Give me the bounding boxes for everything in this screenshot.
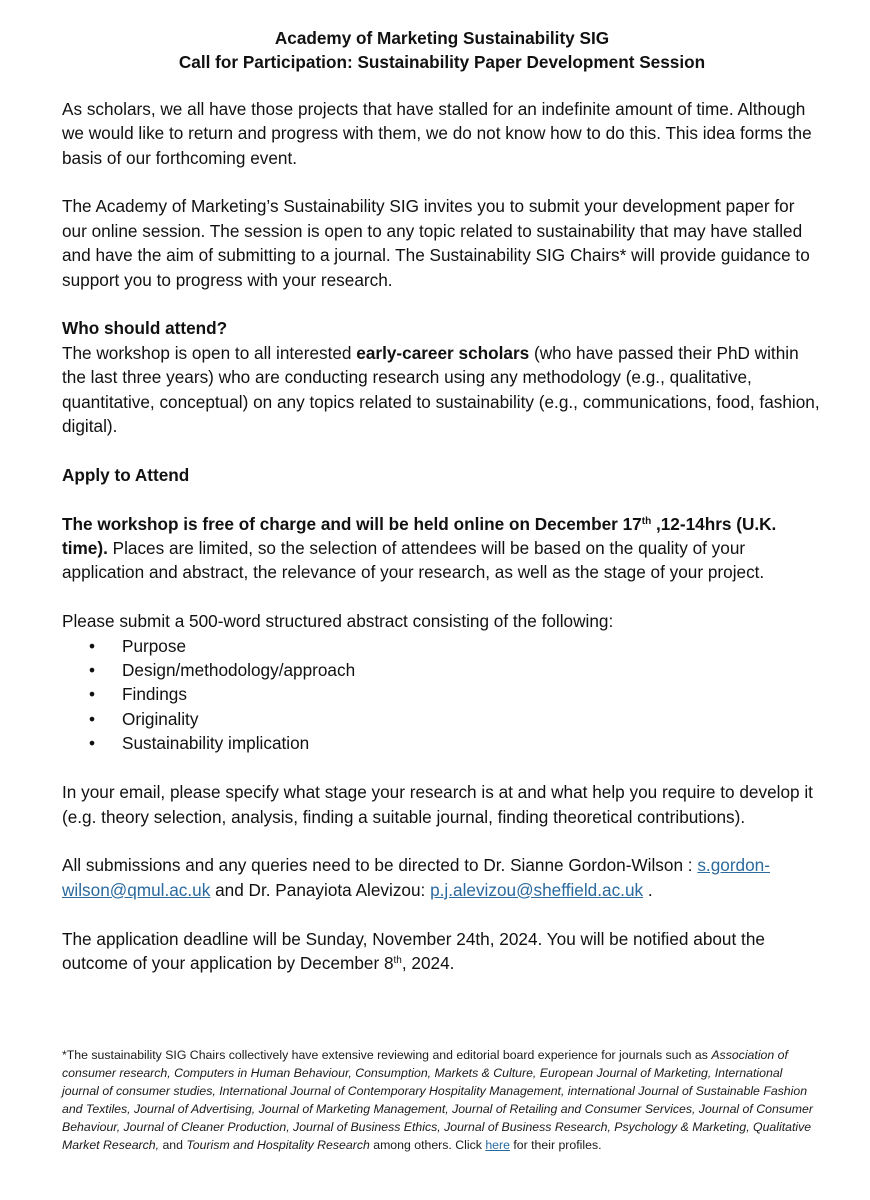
who-paragraph — [62, 341, 822, 439]
intro-paragraph-1: As scholars, we all have those projects that have stalled for an indefinite amount of time. Although we would like to return and progress with them, we do not know how to do this. This idea forms the basis of our forthcoming event. — [62, 98, 812, 168]
abstract-intro: Please submit a 500-word structured abstract consisting of the following: — [62, 611, 614, 632]
doc-title-line2: Call for Participation: Sustainability Paper Development Session — [178, 52, 706, 73]
deadline-text-2: , 2024. — [401, 952, 455, 973]
abstract-list — [62, 634, 822, 756]
profiles-link[interactable]: here — [485, 1138, 510, 1152]
footnote-text-1: *The sustainability SIG Chairs collectively have extensive reviewing and editorial board experience for journals such as — [62, 1048, 712, 1062]
who-heading: Who should attend? — [62, 318, 228, 339]
footnote-text-2: and — [159, 1138, 187, 1152]
doc-title-line1: Academy of Marketing Sustainability SIG — [274, 28, 610, 48]
email-paragraph: In your email, please specify what stage your research is at and what help you require to develop it (e.g. theory selection, analysis, finding a suitable journal, finding theoretical contributions). — [62, 782, 813, 827]
footnote-text-4: for their profiles. — [509, 1138, 602, 1152]
apply-bold-1: The workshop is free of charge and will be held online on December 17 — [62, 513, 642, 534]
contacts-text-2: and Dr. Panayiota Alevizou: — [210, 879, 431, 900]
contacts-text-3: . — [643, 879, 653, 900]
apply-bold-sup: th — [641, 515, 652, 527]
footnote-journal-last: Tourism and Hospitality Research — [186, 1138, 370, 1152]
contacts-paragraph — [62, 853, 822, 902]
who-text-before: The workshop is open to all interested — [62, 342, 357, 363]
abstract-list-item: • Purpose — [62, 634, 822, 658]
deadline-text-1: The application deadline will be Sunday, November 24th, 2024. You will be notified about the outcome of your application by December 8 — [62, 928, 765, 973]
who-text-after: (who have passed their PhD within the last three years) who are conducting research using any methodology (e.g., qualitative, quantitative, conceptual) on any topics related to sustainability (e.g., communications, food, fashion, digital). — [62, 342, 820, 437]
abstract-list-item: • Design/methodology/approach — [62, 658, 822, 682]
apply-rest: Places are limited, so the selection of attendees will be based on the quality of your application and abstract, the relevance of your research, as well as the stage of your project. — [62, 538, 765, 583]
deadline-paragraph — [62, 927, 822, 976]
email-link-gordon-wilson[interactable]: s.gordon-wilson@qmul.ac.uk — [62, 855, 770, 900]
footnote-journals: Association of consumer research, Computers in Human Behaviour, Consumption, Markets & Culture, European Journal of Marketing, International journal of consumer studies, International Journal of Contemporary Hospitality Management, international Journal of Sustainable Fashion and Textiles, Journal of Advertising, Journal of Marketing Management, Journal of Retailing and Consumer Services, Journal of Consumer Behaviour, Journal of Cleaner Production, Journal of Business Ethics, Journal of Business Research, Psychology & Marketing, Qualitative Market Research, — [62, 1048, 813, 1152]
email-link-alevizou[interactable]: p.j.alevizou@sheffield.ac.uk — [430, 879, 644, 900]
intro-paragraph-2: The Academy of Marketing’s Sustainability SIG invites you to submit your development paper for our online session. The session is open to any topic related to sustainability that may have stalled and have the aim of submitting to a journal. The Sustainability SIG Chairs* will provide guidance to support you to progress with your research. — [62, 196, 810, 290]
apply-heading: Apply to Attend — [62, 464, 190, 485]
apply-paragraph — [62, 512, 822, 585]
abstract-list-item: • Sustainability implication — [62, 731, 822, 755]
abstract-list-item: • Originality — [62, 707, 822, 731]
who-bold: early-career scholars — [356, 342, 530, 363]
document-body — [62, 26, 822, 975]
contacts-text-1: All submissions and any queries need to be directed to Dr. Sianne Gordon-Wilson : — [62, 855, 698, 876]
footnote-text-3: among others. Click — [369, 1138, 486, 1152]
footnote — [62, 1046, 814, 1154]
abstract-list-item: • Findings — [62, 682, 822, 706]
deadline-sup: th — [393, 954, 402, 966]
apply-bold-2: ,12-14hrs (U.K. time). — [62, 513, 777, 559]
